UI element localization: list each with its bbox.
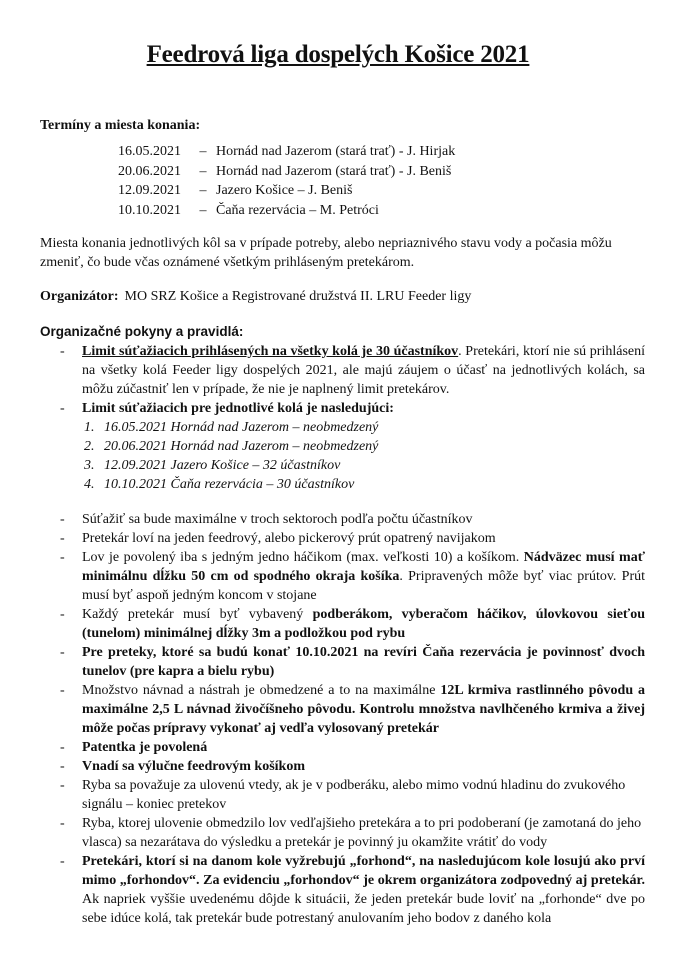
round-limit-text: 12.09.2021 Jazero Košice – 32 účastníkov — [104, 458, 341, 473]
rule-item — [40, 681, 645, 738]
bullet: - — [60, 778, 65, 793]
rules-heading: Organizačné pokyny a pravidlá: — [40, 324, 244, 339]
schedule-dash: – — [199, 144, 207, 159]
round-limit-item — [84, 456, 645, 475]
schedule-date: 20.06.2021 — [118, 163, 181, 179]
schedule-date: 10.10.2021 — [118, 202, 181, 218]
rule-bold-text: Limit súťažiacich pre jednotlivé kolá je nasledujúci: — [82, 401, 394, 416]
rule-bold-text: Limit súťažiacich prihlásených na všetky kolá je 30 účastníkov — [82, 344, 459, 359]
rule-bold-text: Pretekári, ktorí si na danom kole vyžrebujú „forhond“, na nasledujúcom kole losujú ako prví mimo „forhondov“. Za evidenciu „forhondov“ je okrem organizátora zodpovedný aj pretekár. — [82, 854, 645, 888]
schedule-list — [118, 142, 455, 220]
round-number: 4. — [84, 477, 95, 492]
bullet: - — [60, 645, 65, 660]
schedule-row — [118, 201, 455, 221]
document-title: Feedrová liga dospelých Košice 2021 — [146, 41, 530, 68]
bullet: - — [60, 683, 65, 698]
rule-bold-text: Patentka je povolená — [82, 740, 208, 755]
rules-list — [40, 342, 645, 928]
rule-item — [40, 399, 645, 494]
bullet: - — [60, 854, 65, 869]
bullet: - — [60, 344, 65, 359]
bullet: - — [60, 607, 65, 622]
round-limit-text: 16.05.2021 Hornád nad Jazerom – neobmedzený — [104, 420, 379, 435]
rule-item — [40, 605, 645, 643]
schedule-row — [118, 142, 455, 162]
rule-item — [40, 852, 645, 928]
round-limit-item — [84, 437, 645, 456]
rule-text: Pretekár loví na jeden feedrový, alebo pickerový prút opatrený navijakom — [82, 531, 496, 546]
rule-item — [40, 757, 645, 776]
rule-bold-text: podberákom, vyberačom háčikov, úlovkovou sieťou (tunelom) minimálnej dĺžky 3m a podložkou pod rybu — [82, 607, 646, 641]
round-limit-list — [82, 418, 645, 494]
schedule-place: Hornád nad Jazerom (stará trať) - J. Beniš — [216, 163, 452, 179]
organizer-line — [40, 287, 471, 306]
rule-bold-text: 12L krmiva rastlinného pôvodu a maximálne 2,5 L návnad živočíšneho pôvodu. Kontrolu množstva navlhčeného krmiva a živej môže počas prípravy vykonať aj vedľa vylosovaný pretekár — [82, 683, 646, 736]
schedule-row — [118, 181, 455, 201]
rule-item — [40, 776, 645, 814]
rule-text: Ak napriek vyššie uvedenému dôjde k situácii, že jeden pretekár bude loviť na „forhonde“ dve po sebe idúce kolá, tak pretekár bude potrestaný anulovaním jeho bodov z daného kola — [82, 892, 645, 926]
rule-item — [40, 529, 645, 548]
rule-bold-text: Vnadí sa výlučne feedrovým košíkom — [82, 759, 305, 774]
bullet: - — [60, 401, 65, 416]
schedule-dash: – — [199, 163, 207, 179]
bullet: - — [60, 550, 65, 565]
rule-item — [40, 342, 645, 399]
organizer-text: MO SRZ Košice a Registrované družstvá II. LRU Feeder ligy — [124, 289, 472, 304]
rule-text: Ryba, ktorej ulovenie obmedzilo lov vedľajšieho pretekára a to pri podoberaní (je zamotaná do jeho vlasca) sa nezarátava do výsledku a pretekár je povinný ju okamžite vrátiť do vody — [82, 816, 642, 850]
schedule-dash: – — [199, 183, 207, 198]
rule-text: Množstvo návnad a nástrah je obmedzené a to na maximálne — [82, 683, 441, 698]
venue-note: Miesta konania jednotlivých kôl sa v prípade potreby, alebo nepriaznivého stavu vody a počasia môžu zmeniť, čo bude včas oznámené všetkým prihláseným pretekárom. — [40, 236, 612, 270]
schedule-dash: – — [199, 202, 207, 218]
rule-bold-text: Nádväzec musí mať minimálnu dĺžku 50 cm od spodného okraja košíka — [82, 550, 645, 584]
round-limit-text: 10.10.2021 Čaňa rezervácia – 30 účastníkov — [104, 477, 355, 492]
bullet: - — [60, 531, 65, 546]
rule-text: Ryba sa považuje za ulovenú vtedy, ak je v podberáku, alebo mimo vodnú hladinu do zvukového signálu – koniec pretekov — [82, 778, 626, 812]
schedule-place: Jazero Košice – J. Beniš — [216, 183, 353, 198]
round-number: 1. — [84, 420, 95, 435]
rule-text: Súťažiť sa bude maximálne v troch sektoroch podľa počtu účastníkov — [82, 512, 473, 527]
schedule-row — [118, 162, 455, 182]
round-limit-text: 20.06.2021 Hornád nad Jazerom – neobmedzený — [104, 439, 379, 454]
bullet: - — [60, 512, 65, 527]
round-number: 2. — [84, 439, 95, 454]
rule-item — [40, 548, 645, 605]
schedule-place: Hornád nad Jazerom (stará trať) - J. Hirjak — [216, 144, 456, 159]
round-limit-item — [84, 418, 645, 437]
bullet: - — [60, 816, 65, 831]
rule-text: Lov je povolený iba s jedným jedno háčikom (max. veľkosti 10) a košíkom. — [82, 550, 524, 565]
rule-text: . Pretekári, ktorí nie sú prihlásení na všetky kolá Feeder ligy dospelých 2021, ale majú záujem o účasť na jednotlivých kolách, sa môžu zúčastniť len v prípade, že nie je naplnený limit pretekárov. — [82, 344, 645, 397]
rule-item — [40, 738, 645, 757]
organizer-label: Organizátor: — [40, 289, 119, 304]
rule-item — [40, 643, 645, 681]
schedule-date: 16.05.2021 — [118, 144, 181, 159]
rule-item — [40, 814, 645, 852]
terms-heading: Termíny a miesta konania: — [40, 118, 201, 133]
schedule-place: Čaňa rezervácia – M. Petróci — [216, 202, 379, 218]
round-number: 3. — [84, 458, 95, 473]
rule-text: . Pripravených môže byť viac prútov. Prút musí byť aspoň jedným koncom v stojane — [82, 569, 645, 603]
bullet: - — [60, 740, 65, 755]
round-limit-item — [84, 475, 645, 494]
rule-bold-text: Pre preteky, ktoré sa budú konať 10.10.2021 na revíri Čaňa rezervácia je povinnosť dvoch tunelov (pre kapra a bielu rybu) — [82, 645, 645, 679]
schedule-date: 12.09.2021 — [118, 183, 181, 198]
bullet: - — [60, 759, 65, 774]
rule-text: Každý pretekár musí byť vybavený — [82, 607, 313, 622]
rule-item — [40, 510, 645, 529]
